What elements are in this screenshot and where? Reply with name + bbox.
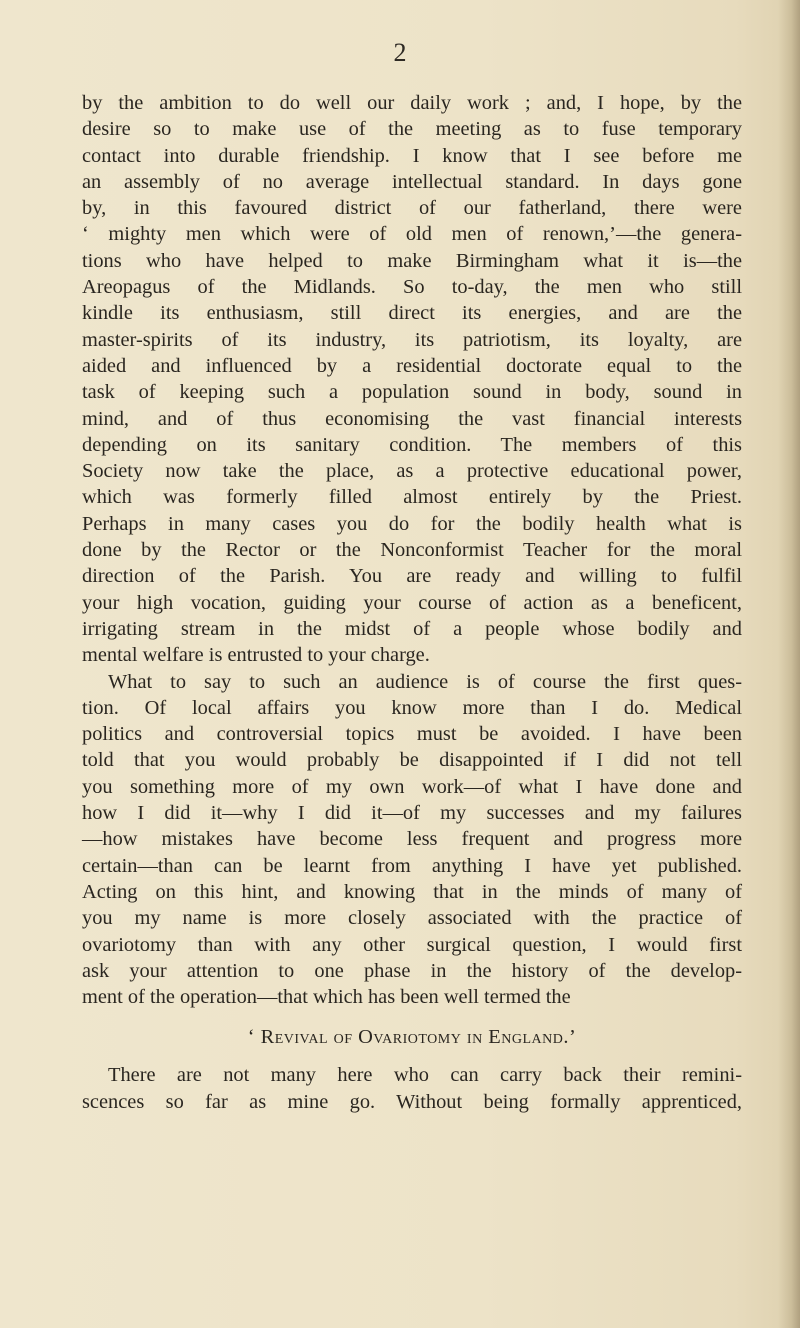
body-text bbox=[82, 90, 742, 1115]
text-line-15: Society now take the place, as a protective educational power, bbox=[82, 460, 742, 483]
text-line-11: aided and influenced by a residential doctorate equal to the bbox=[82, 354, 742, 377]
text-line-26: told that you would probably be disappointed if I did not tell bbox=[82, 749, 742, 772]
text-line-14: depending on its sanitary condition. The members of this bbox=[82, 433, 742, 456]
section-heading bbox=[82, 1024, 742, 1050]
text-line-33: ovariotomy than with any other surgical question, I would first bbox=[82, 933, 742, 956]
text-line-3: contact into durable friendship. I know that I see before me bbox=[82, 144, 742, 167]
text-line-13: mind, and of thus economising the vast financial interests bbox=[82, 407, 742, 430]
text-line-29: —how mistakes have become less frequent and progress more bbox=[82, 828, 742, 851]
page-number: 2 bbox=[393, 38, 407, 67]
text-line-20: your high vocation, guiding your course of action as a beneficent, bbox=[82, 591, 742, 614]
text-line-7: tions who have helped to make Birmingham what it is—the bbox=[82, 249, 742, 272]
text-line-5: by, in this favoured district of our fatherland, there were bbox=[82, 197, 742, 220]
text-line-32: you my name is more closely associated with the practice of bbox=[82, 907, 742, 930]
text-line-36: There are not many here who can carry back their remini- bbox=[108, 1064, 742, 1087]
text-line-4: an assembly of no average intellectual standard. In days gone bbox=[82, 170, 742, 193]
section-heading-text: ‘ Revival of Ovariotomy in England.’ bbox=[247, 1026, 577, 1049]
text-line-16: which was formerly filled almost entirely by the Priest. bbox=[82, 486, 742, 509]
text-line-9: kindle its enthusiasm, still direct its energies, and are the bbox=[82, 302, 742, 325]
text-line-34: ask your attention to one phase in the history of the develop- bbox=[82, 959, 742, 982]
text-line-28: how I did it—why I did it—of my successes and my failures bbox=[82, 802, 742, 825]
text-line-12: task of keeping such a population sound in body, sound in bbox=[82, 381, 742, 404]
text-line-31: Acting on this hint, and knowing that in the minds of many of bbox=[82, 880, 742, 903]
text-line-21: irrigating stream in the midst of a people whose bodily and bbox=[82, 617, 742, 640]
text-line-35: ment of the operation—that which has been well termed the bbox=[82, 986, 571, 1009]
text-line-24: tion. Of local affairs you know more than I do. Medical bbox=[82, 696, 742, 719]
text-line-18: done by the Rector or the Nonconformist Teacher for the moral bbox=[82, 539, 742, 562]
text-line-19: direction of the Parish. You are ready and willing to fulfil bbox=[82, 565, 742, 588]
text-line-22: mental welfare is entrusted to your charge. bbox=[82, 644, 430, 667]
page-edge-shadow bbox=[778, 0, 800, 1328]
text-line-10: master-spirits of its industry, its patriotism, its loyalty, are bbox=[82, 328, 742, 351]
text-line-27: you something more of my own work—of what I have done and bbox=[82, 775, 742, 798]
text-line-37: scences so far as mine go. Without being formally apprenticed, bbox=[82, 1090, 742, 1113]
text-line-23: What to say to such an audience is of course the first ques- bbox=[108, 670, 742, 693]
text-line-30: certain—than can be learnt from anything I have yet published. bbox=[82, 854, 742, 877]
text-line-25: politics and controversial topics must be avoided. I have been bbox=[82, 723, 742, 746]
text-line-1: by the ambition to do well our daily work ; and, I hope, by the bbox=[82, 92, 742, 114]
text-line-2: desire so to make use of the meeting as to fuse temporary bbox=[82, 118, 742, 141]
text-line-8: Areopagus of the Midlands. So to-day, the men who still bbox=[82, 276, 742, 299]
text-line-6: ‘ mighty men which were of old men of renown,’—the genera- bbox=[82, 223, 742, 246]
text-line-17: Perhaps in many cases you do for the bodily health what is bbox=[82, 512, 742, 535]
